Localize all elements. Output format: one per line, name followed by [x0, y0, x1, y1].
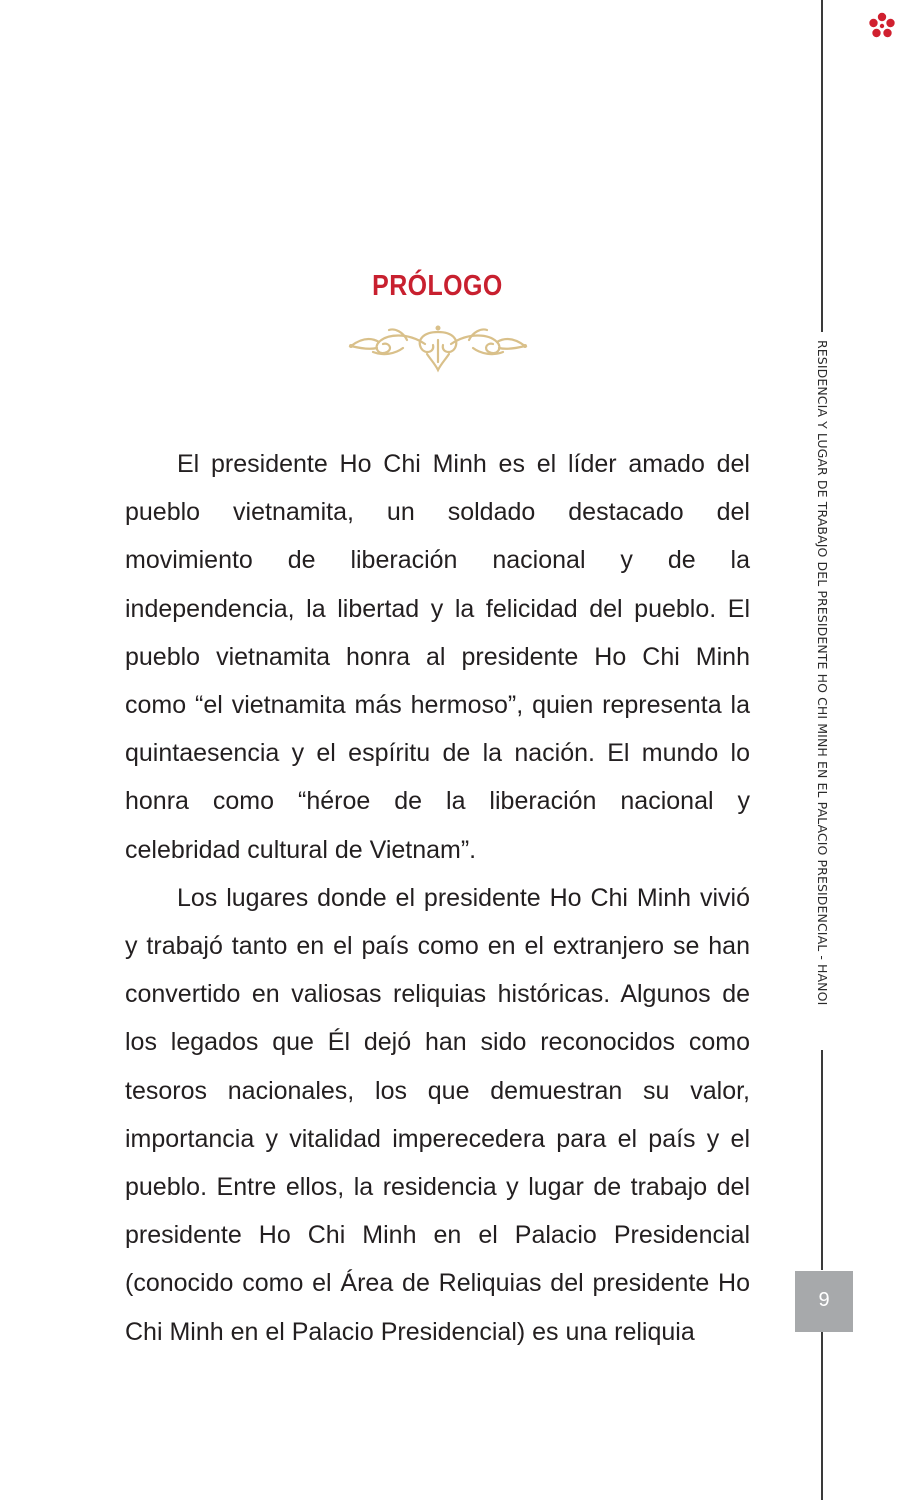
paragraph: El presidente Ho Chi Minh es el líder amado del pueblo vietnamita, un soldado destacado del movimiento de liberación nacional y de la independencia, la libertad y la felicidad del pueblo. El pueblo vietnamita honra al presidente Ho Chi Minh como “el vietnamita más hermoso”, quien representa la quintaesencia y el espíritu de la nación. El mundo lo honra como “héroe de la liberación nacional y celebridad cultural de Vietnam”. — [125, 450, 750, 864]
flower-emblem-icon — [866, 10, 898, 42]
body-text — [125, 440, 750, 1356]
margin-rule-bottom — [821, 1332, 823, 1500]
margin-rule-top — [821, 0, 823, 332]
running-header-text: RESIDENCIA Y LUGAR DE TRABAJO DEL PRESIDENTE HO CHI MINH EN EL PALACIO PRESIDENCIAL - HANOI — [815, 340, 830, 1006]
page-title: PRÓLOGO — [372, 270, 503, 302]
margin-rule-middle — [821, 1050, 823, 1270]
flourish-divider-icon — [343, 318, 533, 374]
paragraph: Los lugares donde el presidente Ho Chi Minh vivió y trabajó tanto en el país como en el extranjero se han convertido en valiosas reliquias históricas. Algunos de los legados que Él dejó han sido reconocidos como tesoros nacionales, los que demuestran su valor, importancia y vitalidad imperecedera para el país y el pueblo. Entre ellos, la residencia y lugar de trabajo del presidente Ho Chi Minh en el Palacio Presidencial (conocido como el Área de Reliquias del presidente Ho Chi Minh en el Palacio Presidencial) es una reliquia — [125, 883, 750, 1346]
page-number: 9 — [795, 1271, 853, 1332]
